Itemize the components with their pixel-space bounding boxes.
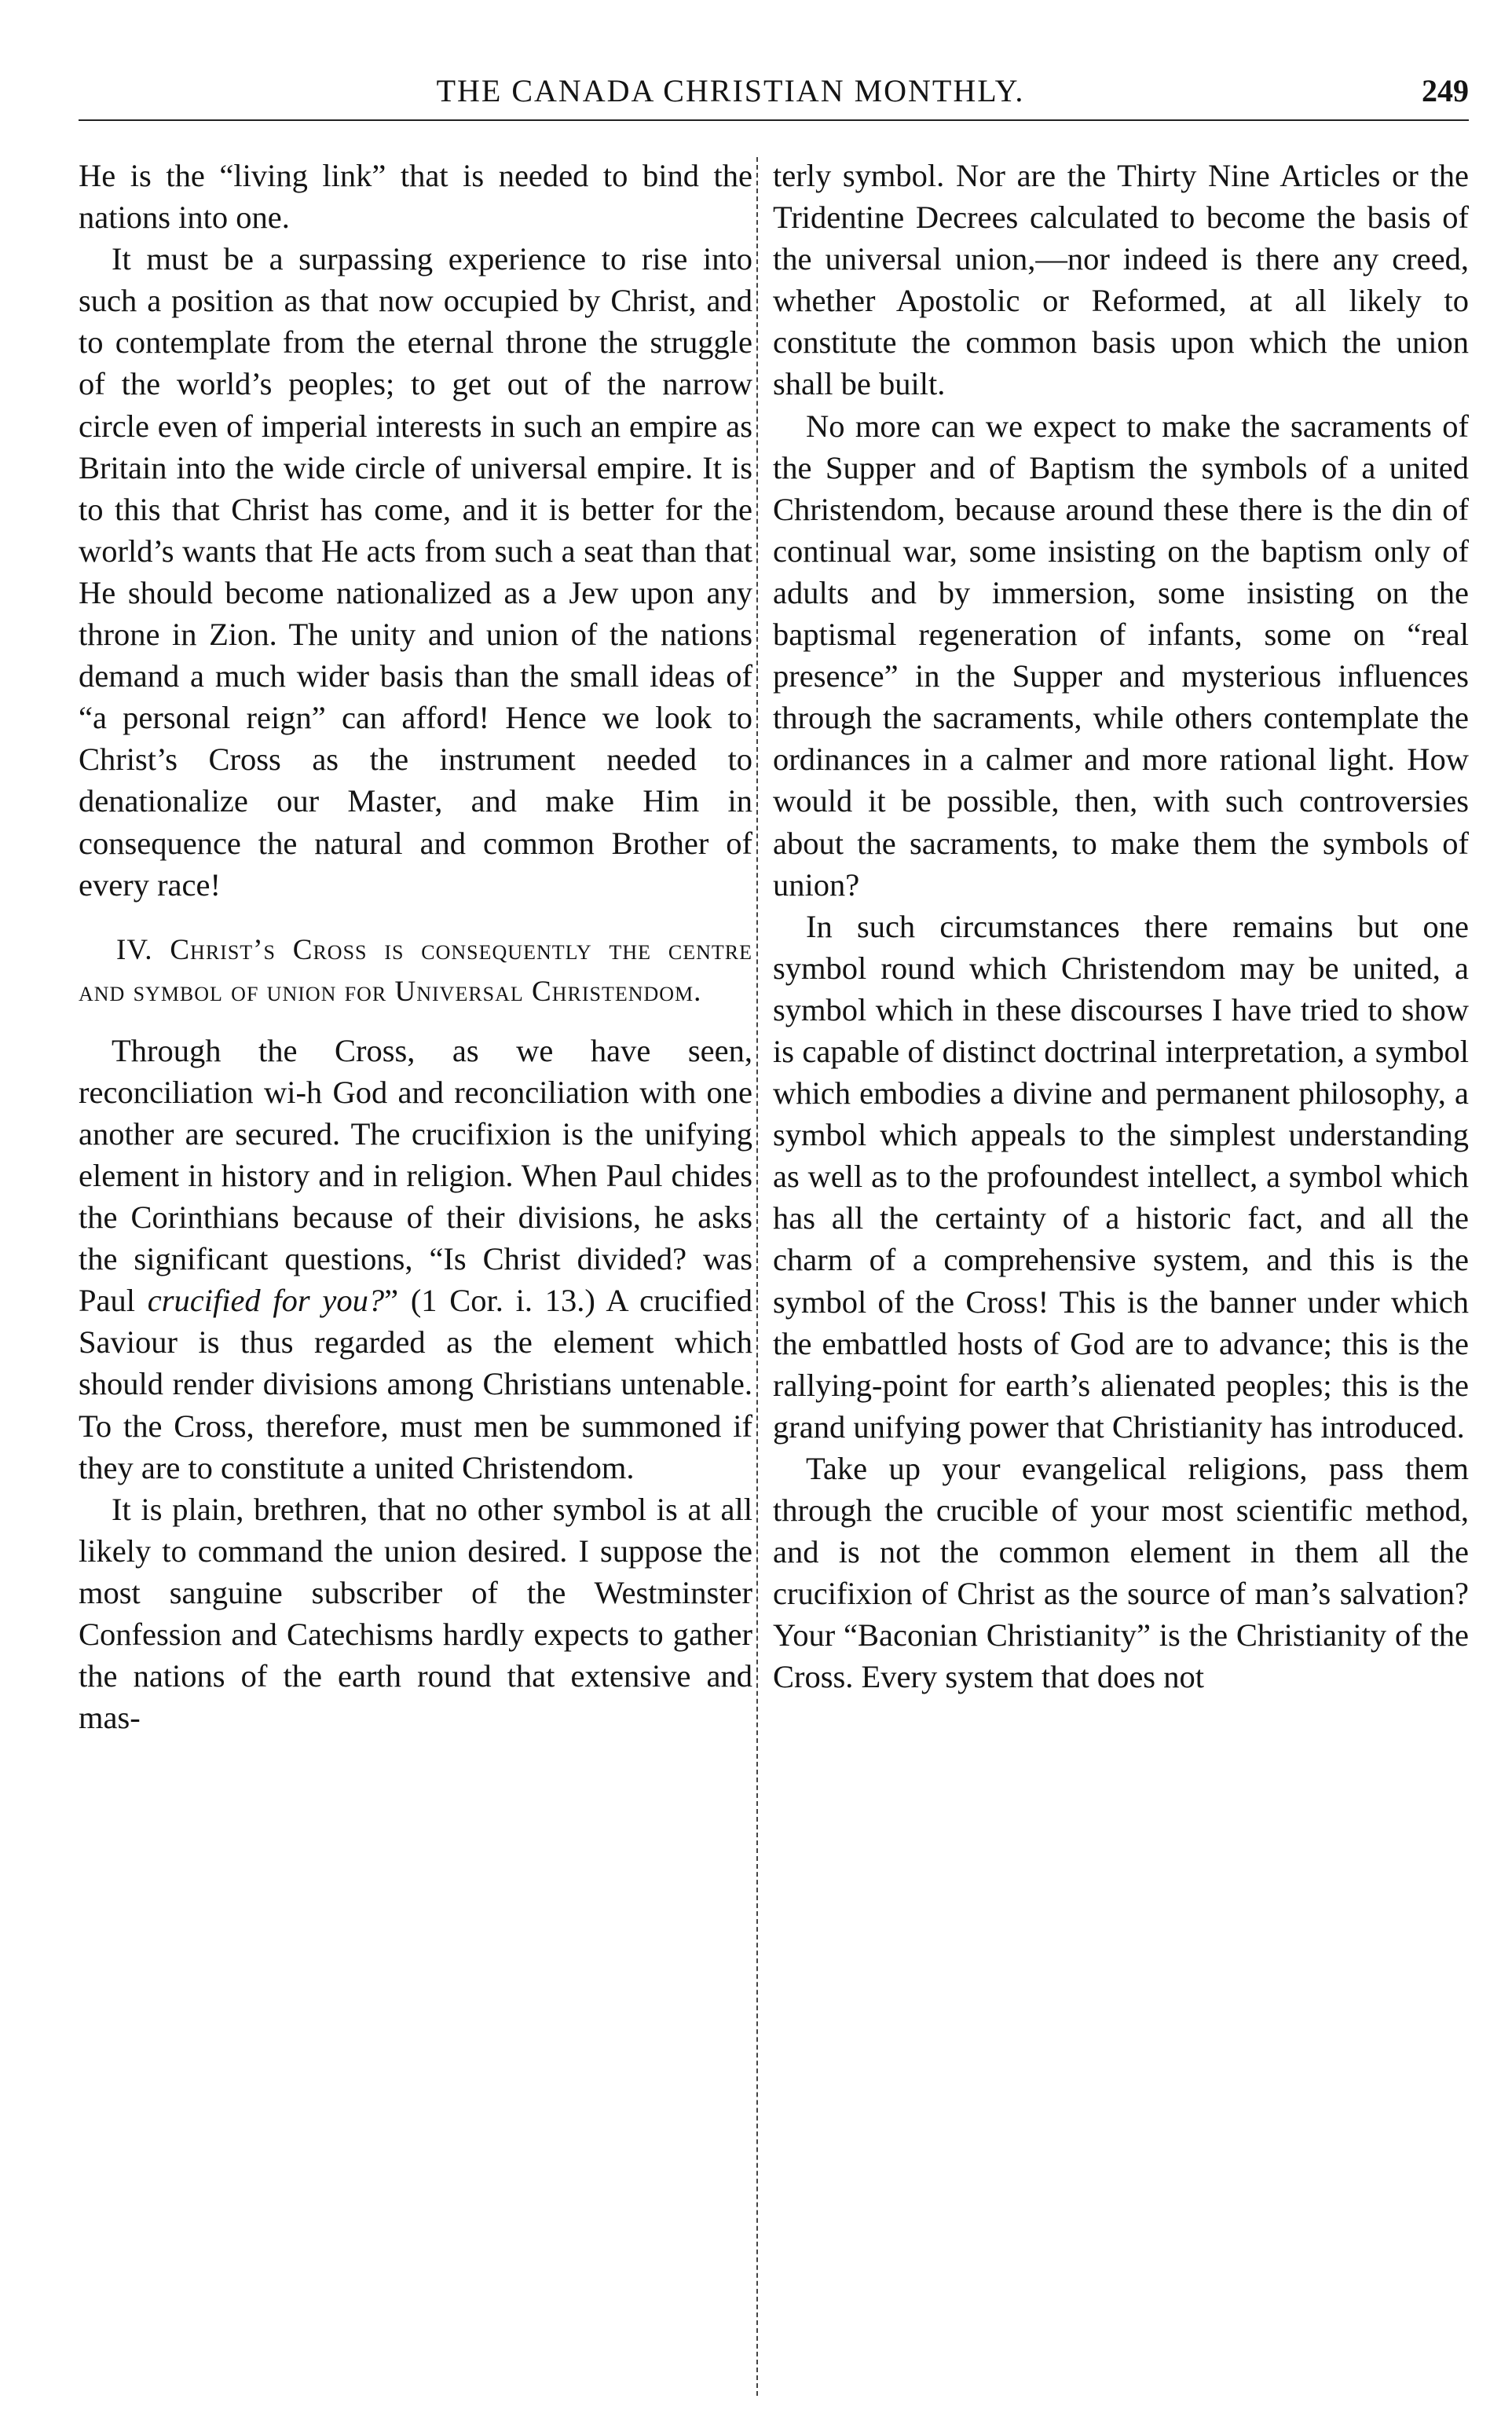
section-heading: IV. Christ’s Cross is consequently the centre and symbol of union for Universal Christendom. [79, 933, 752, 1008]
left-paragraph-4: It is plain, brethren, that no other symbol is at all likely to command the union desired. I suppose the most sanguine subscriber of the Westminster Confession and Catechisms hardly expects to gather the nations of the earth round that extensive and mas- [79, 1491, 752, 1736]
right-paragraph-1: terly symbol. Nor are the Thirty Nine Articles or the Tridentine Decrees calculated to become the basis of the universal union,—nor indeed is there any creed, whether Apostolic or Reformed, at all likely to constitute the common basis upon which the union shall be built. [773, 158, 1469, 402]
left-paragraph-1: He is the “living link” that is needed to bind the nations into one. [79, 158, 752, 236]
right-paragraph-4: Take up your evangelical religions, pass them through the crucible of your most scientific method, and is not the common element in them all the crucifixion of Christ as the source of man’s salvation? Your “Baconian Christianity” is the Christianity of the Cross. Every system that does not [773, 1450, 1469, 1695]
page-number: 249 [1422, 73, 1469, 108]
header-rule [79, 119, 1469, 121]
column-divider [756, 157, 758, 2396]
right-paragraph-3: In such circumstances there remains but one symbol round which Christendom may be united, a symbol which in these discourses I have tried to show is capable of distinct doctrinal interpretation, a symbol which embodies a divine and permanent philosophy, a symbol which appeals to the simplest understanding as well as to the profoundest intellect, a symbol which has all the certainty of a historic fact, and all the charm of a comprehensive system, and this is the symbol of the Cross! This is the banner under which the embattled hosts of God are to advance; this is the rallying-point for earth’s alienated peoples; this is the grand unifying power that Christianity has introduced. [773, 908, 1469, 1445]
right-column [773, 155, 1469, 1697]
page-header [79, 72, 1469, 119]
running-title: THE CANADA CHRISTIAN MONTHLY. [436, 73, 1025, 108]
paragraph-text: Through the Cross, as we have seen, reconciliation wi-h God and reconciliation with one another are secured. The crucifixion is the unifying element in history and in religion. When Paul chides the Corinthians because of their divisions, he asks the significant questions, “Is Christ divided? was Paul [79, 1032, 752, 1319]
right-paragraph-2: No more can we expect to make the sacraments of the Supper and of Baptism the symbols of a united Christendom, because around these there is the din of continual war, some insisting on the baptism only of adults and by immersion, some insisting on the baptismal regeneration of infants, some on “real presence” in the Supper and mysterious influences through the sacraments, while others contemplate the ordinances in a calmer and more rational light. How would it be possible, then, with such controversies about the sacraments, to make them the symbols of union? [773, 408, 1469, 903]
left-column [79, 155, 752, 1738]
left-paragraph-3 [79, 1030, 752, 1489]
left-paragraph-2: It must be a surpassing experience to rise into such a position as that now occupied by Christ, and to contemplate from the eternal throne the struggle of the world’s peoples; to get out of the narrow circle even of imperial interests in such an empire as Britain into the wide circle of universal empire. It is to this that Christ has come, and it is better for the world’s wants that He acts from such a seat than that He should become nationalized as a Jew upon any throne in Zion. The unity and union of the nations demand a much wider basis than the small ideas of “a personal reign” can afford! Hence we look to Christ’s Cross as the instrument needed to denationalize our Master, and make Him in consequence the natural and common Brother of every race! [79, 241, 752, 903]
italic-citation: crucified for you? [147, 1283, 385, 1319]
paragraph-text: ” (1 Cor. i. 13.) A crucified Saviour is thus regarded as the element which should render divisions among Christians untenable. To the Cross, therefore, must men be summoned if they are to constitute a united Christendom. [79, 1283, 752, 1485]
